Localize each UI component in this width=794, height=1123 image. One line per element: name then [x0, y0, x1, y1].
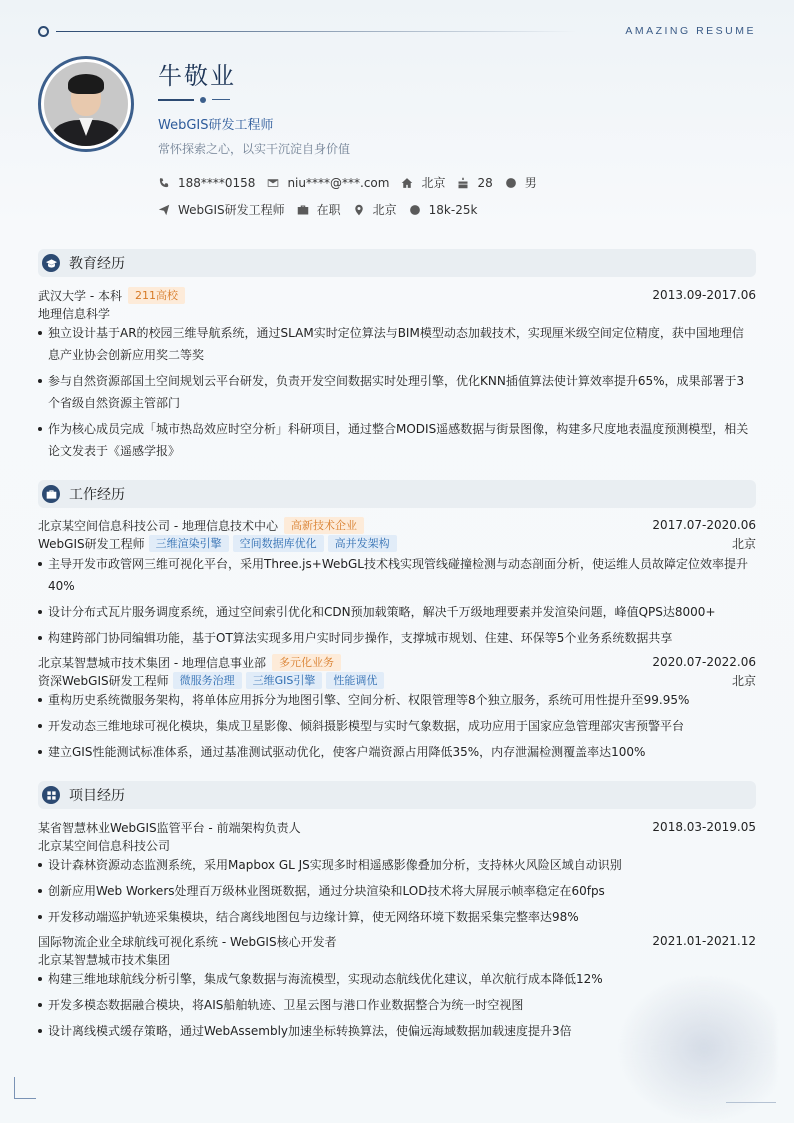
- cake-icon: [457, 177, 469, 189]
- location-text: 北京: [421, 176, 446, 190]
- home-icon: [401, 177, 413, 189]
- education-section-header: [38, 249, 756, 277]
- skill-tag: 空间数据库优化: [233, 535, 324, 552]
- project-bullet: 开发移动端巡护轨迹采集模块，结合离线地图包与边缘计算，使无网络环境下数据采集完整率达98%: [38, 906, 750, 928]
- target-city-item: [353, 201, 397, 218]
- status-text: 在职: [316, 203, 341, 217]
- age-text: 28: [477, 175, 493, 190]
- graduation-cap-icon: [42, 254, 60, 272]
- work-bullet: 构建跨部门协同编辑功能，基于OT算法实现多用户实时同步操作，支撑城市规划、住建、环保等5个业务系统数据共享: [38, 627, 750, 649]
- phone-text: 188****0158: [178, 175, 256, 190]
- gender-item: [505, 174, 537, 191]
- salary-item: [409, 203, 478, 217]
- target-role-text: WebGIS研发工程师: [178, 203, 285, 217]
- work-city: 北京: [731, 673, 756, 688]
- target-city-text: 北京: [372, 203, 397, 217]
- skill-tag: 性能调优: [326, 672, 384, 689]
- name-decoration: [158, 96, 232, 104]
- email-text: niu****@***.com: [287, 175, 390, 190]
- corner-decoration-left: [14, 1077, 36, 1099]
- contact-row: [158, 174, 549, 191]
- money-icon: [409, 204, 421, 216]
- project-name: 某省智慧林业WebGIS监管平台 - 前端架构负责人: [38, 820, 301, 835]
- education-bullet: 作为核心成员完成「城市热岛效应时空分析」科研项目，通过整合MODIS遥感数据与街景图像，构建多尺度地表温度预测模型，相关论文发表于《遥感学报》: [38, 418, 750, 462]
- top-dot: [38, 26, 49, 37]
- email-item: [267, 176, 389, 190]
- company-name: 北京某智慧城市技术集团 - 地理信息事业部: [38, 655, 266, 670]
- project-bullet: 创新应用Web Workers处理百万级林业图斑数据，通过分块渲染和LOD技术将大屏展示帧率稳定在60fps: [38, 880, 750, 902]
- section-title: 工作经历: [69, 487, 125, 503]
- work-bullet: 设计分布式瓦片服务调度系统，通过空间索引优化和CDN预加载策略，解决千万级地理要素并发渲染问题，峰值QPS达8000+: [38, 601, 750, 623]
- project-period: 2021.01-2021.12: [652, 934, 756, 948]
- work-role: 资深WebGIS研发工程师: [38, 673, 169, 688]
- project-bullet: 构建三维地球航线分析引擎，集成气象数据与海流模型，实现动态航线优化建议，单次航行成本降低12%: [38, 968, 750, 990]
- project-header: [38, 819, 756, 835]
- top-decoration: [38, 26, 756, 38]
- brand-label: AMAZING RESUME: [625, 25, 756, 37]
- project-bullet: 设计离线模式缓存策略，通过WebAssembly加速坐标转换算法，使偏远海域数据加载速度提升3倍: [38, 1020, 750, 1042]
- send-icon: [158, 204, 170, 216]
- school-tag: 211高校: [128, 287, 185, 304]
- education-bullet: 独立设计基于AR的校园三维导航系统，通过SLAM实时定位算法与BIM模型动态加载技术，实现厘米级空间定位精度，获中国地理信息产业协会创新应用奖二等奖: [38, 322, 750, 366]
- skill-tag: 三维GIS引擎: [246, 672, 323, 689]
- skill-tag: 微服务治理: [173, 672, 242, 689]
- project-bullet: 设计森林资源动态监测系统，采用Mapbox GL JS实现多时相遥感影像叠加分析，支持林火风险区域自动识别: [38, 854, 750, 876]
- project-org: 北京某空间信息科技公司: [38, 839, 171, 853]
- intent-row: [158, 201, 489, 218]
- work-role: WebGIS研发工程师: [38, 536, 145, 551]
- phone-icon: [158, 177, 170, 189]
- company-tag: 多元化业务: [272, 654, 341, 671]
- work-header: [38, 517, 756, 533]
- location-item: [401, 174, 445, 191]
- work-bullet: 重构历史系统微服务架构，将单体应用拆分为地图引擎、空间分析、权限管理等8个独立服务，系统可用性提升至99.95%: [38, 689, 750, 711]
- mail-icon: [267, 177, 279, 189]
- work-bullet: 主导开发市政管网三维可视化平台，采用Three.js+WebGL技术栈实现管线碰撞检测与动态剖面分析，使运维人员故障定位效率提升40%: [38, 553, 750, 597]
- corner-decoration-right: [726, 1102, 776, 1103]
- top-line: [56, 31, 576, 32]
- project-period: 2018.03-2019.05: [652, 820, 756, 834]
- briefcase-icon: [297, 204, 309, 216]
- avatar-photo: [44, 62, 128, 146]
- status-item: [297, 201, 341, 218]
- education-period: 2013.09-2017.06: [652, 288, 756, 302]
- work-role-row: [38, 672, 756, 688]
- skill-tag: 高并发架构: [328, 535, 397, 552]
- age-item: [457, 176, 492, 190]
- briefcase-icon: [42, 485, 60, 503]
- gender-text: 男: [524, 176, 537, 190]
- major: 地理信息科学: [38, 307, 111, 321]
- education-bullet: 参与自然资源部国土空间规划云平台研发，负责开发空间数据实时处理引擎，优化KNN插值算法使计算效率提升65%，成果部署于3个省级自然资源主管部门: [38, 370, 750, 414]
- work-period: 2020.07-2022.06: [652, 655, 756, 669]
- phone-item: [158, 176, 255, 190]
- avatar: [38, 56, 134, 152]
- background-blur-decoration: [616, 973, 776, 1123]
- section-title: 项目经历: [69, 788, 125, 804]
- project-bullet: 开发多模态数据融合模块，将AIS船舶轨迹、卫星云图与港口作业数据整合为统一时空视图: [38, 994, 750, 1016]
- grid-icon: [42, 786, 60, 804]
- map-pin-icon: [353, 204, 365, 216]
- project-header: [38, 933, 756, 949]
- section-title: 教育经历: [69, 256, 125, 272]
- projects-section-header: [38, 781, 756, 809]
- project-name: 国际物流企业全球航线可视化系统 - WebGIS核心开发者: [38, 934, 337, 949]
- work-section-header: [38, 480, 756, 508]
- candidate-name: 牛敬业: [158, 62, 236, 90]
- company-tag: 高新技术企业: [284, 517, 364, 534]
- work-role-row: [38, 535, 756, 551]
- work-bullet: 建立GIS性能测试标准体系，通过基准测试驱动优化，使客户端资源占用降低35%，内存泄漏检测覆盖率达100%: [38, 741, 750, 763]
- project-org: 北京某智慧城市技术集团: [38, 953, 171, 967]
- gender-icon: [505, 177, 517, 189]
- education-header: [38, 287, 756, 303]
- work-header: [38, 654, 756, 670]
- salary-text: 18k-25k: [428, 202, 478, 217]
- skill-tag: 三维渲染引擎: [149, 535, 229, 552]
- work-period: 2017.07-2020.06: [652, 518, 756, 532]
- candidate-motto: 常怀探索之心，以实干沉淀自身价值: [158, 142, 351, 156]
- candidate-title: WebGIS研发工程师: [158, 118, 274, 133]
- company-name: 北京某空间信息科技公司 - 地理信息技术中心: [38, 518, 278, 533]
- school-name: 武汉大学 - 本科: [38, 288, 122, 303]
- target-role-item: [158, 201, 285, 218]
- work-city: 北京: [731, 536, 756, 551]
- work-bullet: 开发动态三维地球可视化模块，集成卫星影像、倾斜摄影模型与实时气象数据，成功应用于国家应急管理部灾害预警平台: [38, 715, 750, 737]
